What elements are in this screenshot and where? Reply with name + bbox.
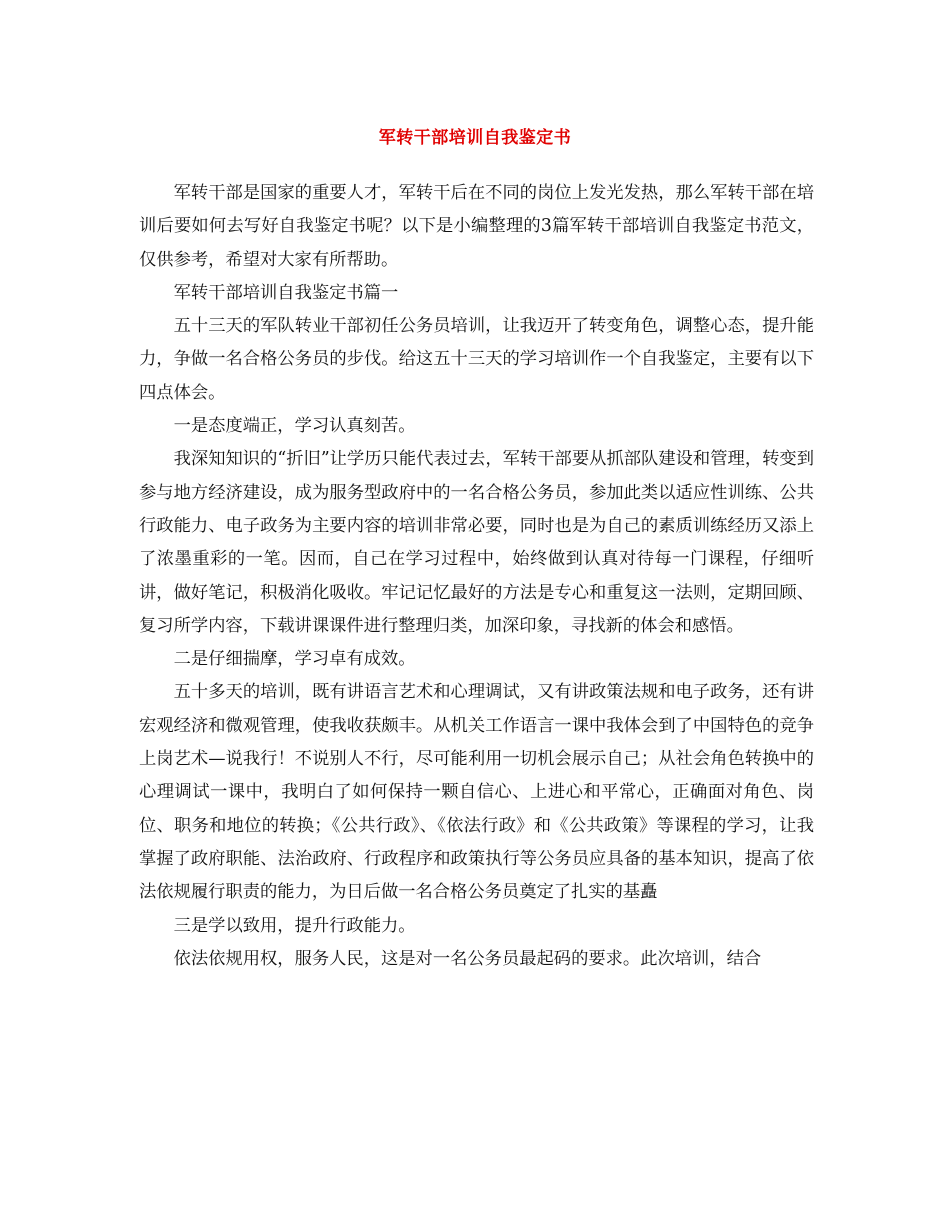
document-body — [139, 177, 814, 976]
body-paragraph: 我深知知识的“折旧”让学历只能代表过去，军转干部要从抓部队建设和管理，转变到参与地方经济建设，成为服务型政府中的一名合格公务员，参加此类以适应性训练、公共行政能力、电子政务为主要内容的培训非常必要，同时也是为自己的素质训练经历又添上了浓墨重彩的一笔。因而，自己在学习过程中，始终做到认真对待每一门课程，仔细听讲，做好笔记，积极消化吸收。牢记记忆最好的方法是专心和重复这一法则，定期回顾、复习所学内容，下载讲课课件进行整理归类，加深印象，寻找新的体会和感悟。 — [139, 449, 814, 636]
point-heading-three: 三是学以致用，提升行政能力。 — [173, 915, 416, 936]
intro-paragraph: 军转干部是国家的重要人才，军转干后在不同的岗位上发光发热，那么军转干部在培训后要如何去写好自我鉴定书呢？以下是小编整理的3篇军转干部培训自我鉴定书范文，仅供参考，希望对大家有所帮助。 — [139, 183, 814, 270]
body-paragraph: 五十多天的培训，既有讲语言艺术和心理调试，又有讲政策法规和电子政务，还有讲宏观经济和微观管理，使我收获颇丰。从机关工作语言一课中我体会到了中国特色的竞争上岗艺术—说我行！不说别人不行，尽可能利用一切机会展示自己；从社会角色转换中的心理调试一课中，我明白了如何保持一颗自信心、上进心和平常心，正确面对角色、岗位、职务和地位的转换；《公共行政》、《依法行政》和《公共政策》等课程的学习，让我掌握了政府职能、法治政府、行政程序和政策执行等公务员应具备的基本知识，提高了依法依规履行职责的能力，为日后做一名合格公务员奠定了扎实的基矗 — [139, 682, 814, 903]
body-paragraph: 依法依规用权，服务人民，这是对一名公务员最起码的要求。此次培训，结合 — [173, 948, 762, 969]
body-paragraph: 五十三天的军队转业干部初任公务员培训，让我迈开了转变角色，调整心态，提升能力，争做一名合格公务员的步伐。给这五十三天的学习培训作一个自我鉴定，主要有以下四点体会。 — [139, 316, 814, 403]
point-heading-two: 二是仔细揣摩，学习卓有成效。 — [173, 649, 416, 670]
section-heading-part-one: 军转干部培训自我鉴定书篇一 — [173, 282, 399, 303]
point-heading-one: 一是态度端正，学习认真刻苦。 — [173, 416, 416, 437]
document-title: 军转干部培训自我鉴定书 — [378, 128, 572, 148]
